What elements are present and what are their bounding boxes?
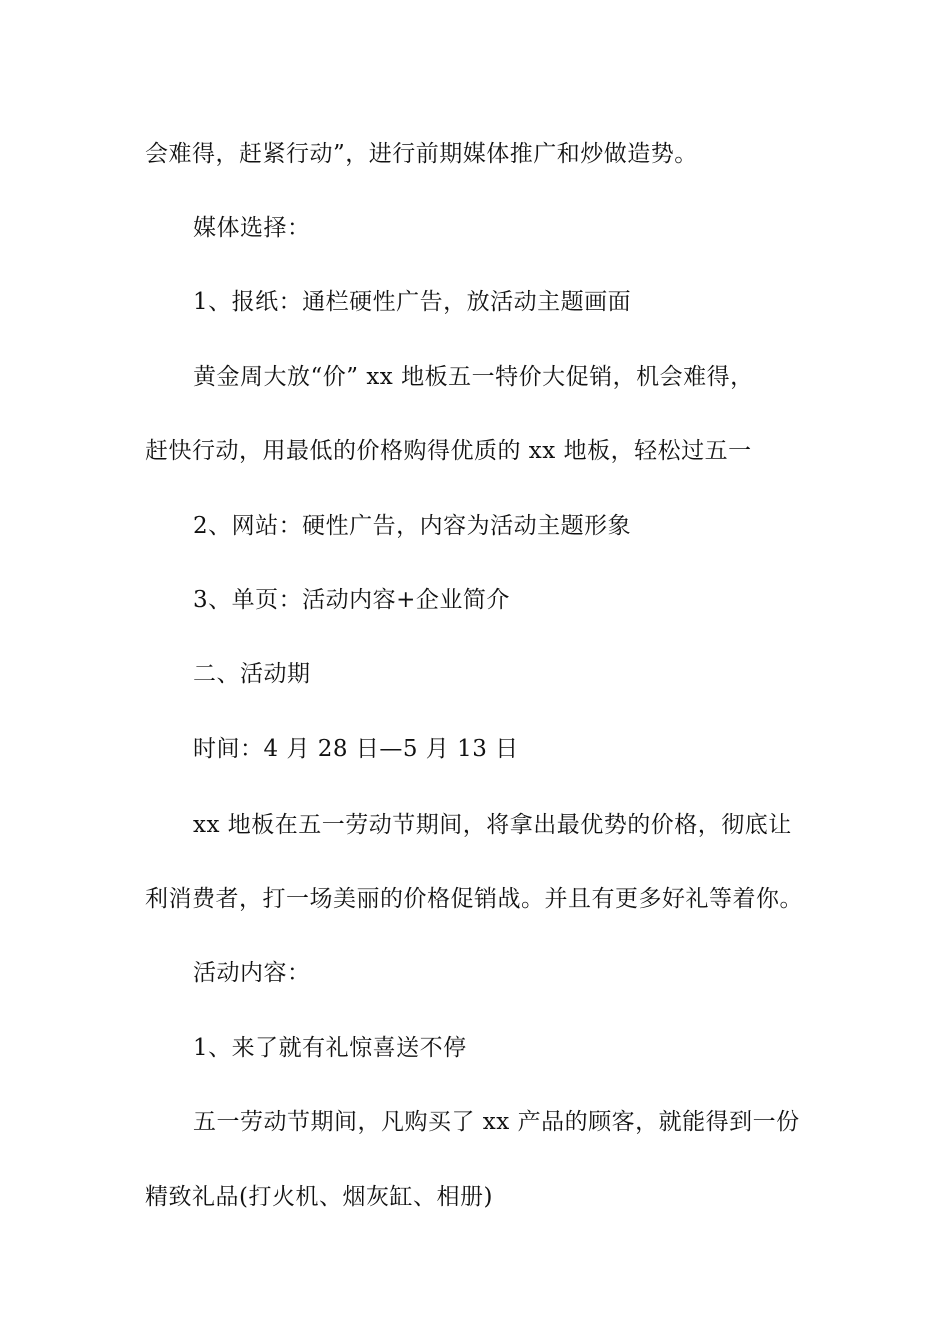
media-selection-heading: 媒体选择： (193, 215, 311, 241)
activity-time: 时间：4 月 28 日—5 月 13 日 (193, 736, 519, 762)
section-heading-activity-period: 二、活动期 (193, 661, 311, 687)
paragraph-line: 黄金周大放“价” xx 地板五一特价大促销，机会难得， (193, 364, 754, 390)
activity-content-heading: 活动内容： (193, 960, 311, 986)
paragraph-line: 赶快行动，用最低的价格购得优质的 xx 地板，轻松过五一 (145, 438, 752, 464)
list-item-gift: 1、来了就有礼惊喜送不停 (193, 1035, 467, 1061)
paragraph-line: 会难得，赶紧行动”，进行前期媒体推广和炒做造势。 (145, 141, 698, 167)
paragraph-line: 五一劳动节期间，凡购买了 xx 产品的顾客，就能得到一份 (193, 1109, 800, 1135)
paragraph-line: 精致礼品(打火机、烟灰缸、相册) (145, 1184, 493, 1210)
list-item-flyer: 3、单页：活动内容+企业简介 (193, 587, 510, 613)
list-item-website: 2、网站：硬性广告，内容为活动主题形象 (193, 513, 632, 539)
paragraph-line: xx 地板在五一劳动节期间，将拿出最优势的价格，彻底让 (193, 812, 792, 838)
paragraph-line: 利消费者，打一场美丽的价格促销战。并且有更多好礼等着你。 (145, 886, 803, 912)
list-item-newspaper: 1、报纸：通栏硬性广告，放活动主题画面 (193, 289, 632, 315)
